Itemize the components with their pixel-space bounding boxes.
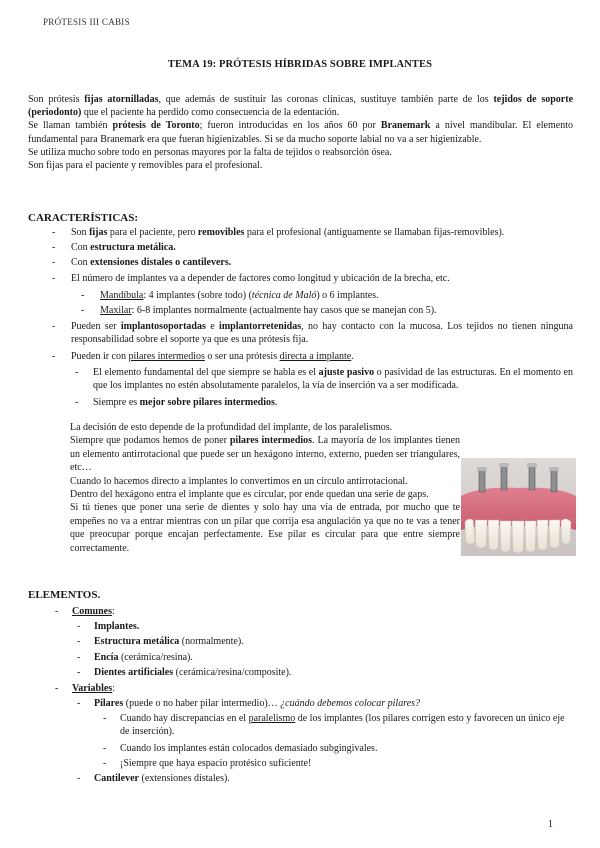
intro-paragraph-1 (28, 93, 573, 119)
list-dash: - (81, 305, 85, 316)
bold-text: removibles (197, 227, 245, 238)
bold-text: implantosoportadas (120, 321, 206, 332)
dental-prosthesis-photo (461, 458, 576, 556)
bold-text: Dientes artificiales (94, 667, 174, 678)
decision-section (70, 421, 460, 555)
list-dash: - (55, 683, 59, 694)
bold-text: pilares intermedios (229, 435, 313, 447)
bold-text: Cantilever (94, 773, 139, 784)
bold-text: mejor sobre pilares intermedios (139, 397, 275, 408)
list-item-comunes: Comunes: (72, 606, 115, 617)
list-dash: - (103, 713, 107, 724)
underlined-bold-text: Variables (72, 683, 113, 694)
sub-list-item (94, 620, 139, 633)
bold-text: Estructura metálica (94, 636, 180, 647)
list-dash: - (103, 743, 107, 754)
list-dash: - (52, 321, 56, 332)
list-dash: - (77, 636, 81, 647)
underlined-text: pilares intermedios (128, 351, 205, 362)
bold-text: extensiones distales o cantilevers. (90, 257, 232, 268)
decision-paragraph-3: Cuando lo hacemos directo a implantes lo convertimos en un círculo antirrotacional. (70, 475, 408, 487)
bold-text: estructura metálica. (90, 242, 176, 253)
text: para el paciente, pero (107, 227, 198, 238)
list-dash: - (52, 257, 56, 268)
decision-paragraph-5: Si tú tienes que poner una serie de dientes y solo hay una vía de entrada, por mucho que te empeñes no va a entrar mientras con un pilar que corrija esa angulación ya que no te vas a tener que preocupar porque encajan perfectamente. Ese pilar es circular para que entre siempre correctamente. (70, 502, 460, 554)
sub-sub-list-item: Cuando los implantes están colocados demasiado subgingivales. (120, 743, 378, 754)
bold-text: fijas (89, 227, 108, 238)
text: e (205, 321, 220, 332)
list-dash: - (77, 652, 81, 663)
sub-list-item (94, 666, 291, 679)
list-item (71, 256, 581, 269)
text: Cuando hay discrepancias en el (120, 713, 249, 724)
italic-text: ¿cuándo debemos colocar pilares? (280, 698, 421, 709)
text: o ser una prótesis (204, 351, 280, 362)
list-dash: - (52, 242, 56, 253)
text: , no hay contacto con la mucosa. Los tejidos no tienen ninguna responsabilidad sobre el soporte ya que es una prótesis fija. (71, 321, 573, 346)
sub-list-item (94, 772, 230, 785)
list-dash: - (77, 698, 81, 709)
list-dash: - (77, 773, 81, 784)
list-item-variables: Variables: (72, 683, 115, 694)
sub-list-item (94, 635, 244, 648)
text: : 6-8 implantes normalmente (actualmente hay casos que se manejan con 5). (131, 305, 437, 316)
list-dash: - (75, 367, 79, 378)
decision-paragraph-2 (70, 434, 460, 474)
intro-section (28, 93, 573, 172)
sub-list-item (93, 396, 573, 409)
underlined-text: directa a implante (279, 351, 352, 362)
text: Siempre que podamos hemos de poner (70, 435, 230, 447)
text: El elemento fundamental del que siempre se habla es el (93, 367, 319, 378)
text: Pueden ir con (71, 351, 129, 362)
text: Son prótesis (28, 94, 85, 105)
sub-list-item (100, 304, 580, 317)
sub-list-item (94, 697, 574, 710)
text: Pueden ser (71, 321, 121, 332)
caracteristicas-heading: CARACTERÍSTICAS: (28, 212, 139, 224)
bold-text: Implantes. (94, 621, 140, 632)
text: de los implantes (los pilares corrigen esto y favorecen un único eje de inserción). (120, 713, 565, 738)
text: Siempre es (93, 397, 140, 408)
text: (extensiones distales). (139, 773, 230, 784)
sub-list-item (93, 366, 573, 392)
elementos-heading: ELEMENTOS. (28, 589, 101, 601)
decision-paragraph-4: Dentro del hexágono entra el implante que es circular, por ende quedan una serie de gaps. (70, 489, 429, 501)
list-item: El número de implantes va a depender de factores como longitud y ubicación de la brecha, etc. (71, 273, 450, 284)
dental-prosthesis-illustration (461, 458, 576, 556)
list-dash: - (52, 227, 56, 238)
list-dash: - (55, 606, 59, 617)
bold-text: Pilares (94, 698, 124, 709)
bold-text: tejidos de soporte (periodonto) (28, 94, 574, 119)
list-item (71, 241, 581, 254)
text: (cerámica/resina/composite). (173, 667, 292, 678)
bold-text: fijas atornilladas (84, 94, 159, 105)
sub-list-item (94, 651, 193, 664)
sub-sub-list-item (120, 712, 575, 738)
text: que el paciente ha perdido como consecuencia de la edentación. (81, 107, 340, 119)
sub-sub-list-item: ¡Siempre que haya espacio protésico suficiente! (120, 758, 312, 769)
page-number: 1 (548, 819, 553, 830)
underlined-bold-text: Comunes (72, 606, 113, 617)
list-item (71, 320, 573, 346)
page-title: TEMA 19: PRÓTESIS HÍBRIDAS SOBRE IMPLANTES (167, 59, 433, 70)
bold-text: ajuste pasivo (318, 367, 375, 378)
text: para el profesional (antiguamente se llamaban fijas-removibles). (244, 227, 505, 238)
underlined-text: paralelismo (248, 713, 296, 724)
text: (cerámica/resina). (118, 652, 193, 663)
bold-text: Encía (94, 652, 119, 663)
text: ) o 6 implantes. (316, 290, 379, 301)
list-dash: - (77, 621, 81, 632)
list-item (71, 350, 581, 363)
list-dash: - (75, 397, 79, 408)
list-dash: - (77, 667, 81, 678)
text: a nivel mandibular. El elemento fundamental para Branemark era que fueran higienizables. Si se da mucho soporte labial no va a ser higienizable. (28, 120, 573, 145)
text: . (274, 397, 278, 408)
list-dash: - (52, 351, 56, 362)
bold-text: prótesis de Toronto (112, 120, 200, 132)
intro-paragraph-4: Son fijas para el paciente y removibles para el profesional. (28, 160, 263, 172)
intro-paragraph-2 (28, 119, 573, 145)
text: Son (71, 227, 90, 238)
text: Con (71, 242, 91, 253)
underlined-text: Mandíbula (100, 290, 144, 301)
text: o pasividad de las estructuras. En el momento en que los implantes no estén absolutamente paralelos, la vía de inserción va a ser modificada. (93, 367, 573, 392)
text: . La mayoría de los implantes tienen un elemento antirrotacional que puede ser un hexágono interno, externo, pueden ser triangulares, etc… (70, 435, 460, 474)
italic-text: técnica de Maló (251, 290, 317, 301)
running-header: PRÓTESIS III CABIS (43, 17, 130, 27)
underlined-text: Maxilar (100, 305, 132, 316)
text: , que además de sustituir las coronas clínicas, sustituye también parte de los (158, 94, 494, 105)
list-dash: - (52, 273, 56, 284)
text: Con (71, 257, 91, 268)
bold-text: Branemark (380, 120, 431, 132)
list-item (71, 226, 581, 239)
text: . (351, 351, 354, 362)
text: (puede o no haber pilar intermedio)… (123, 698, 281, 709)
list-dash: - (103, 758, 107, 769)
bold-text: implantorretenidas (219, 321, 302, 332)
intro-paragraph-3: Se utiliza mucho sobre todo en personas mayores por la falta de tejidos o reabsorción ósea. (28, 146, 392, 158)
text: : 4 implantes (sobre todo) ( (143, 290, 252, 301)
text: (normalmente). (179, 636, 244, 647)
decision-paragraph-1: La decisión de esto depende de la profundidad del implante, de los paralelismos. (70, 422, 393, 433)
sub-list-item (100, 289, 580, 302)
text: Se llaman también (28, 120, 113, 132)
text: ; fueron introducidas en los años 60 por (199, 120, 381, 132)
list-dash: - (81, 290, 85, 301)
